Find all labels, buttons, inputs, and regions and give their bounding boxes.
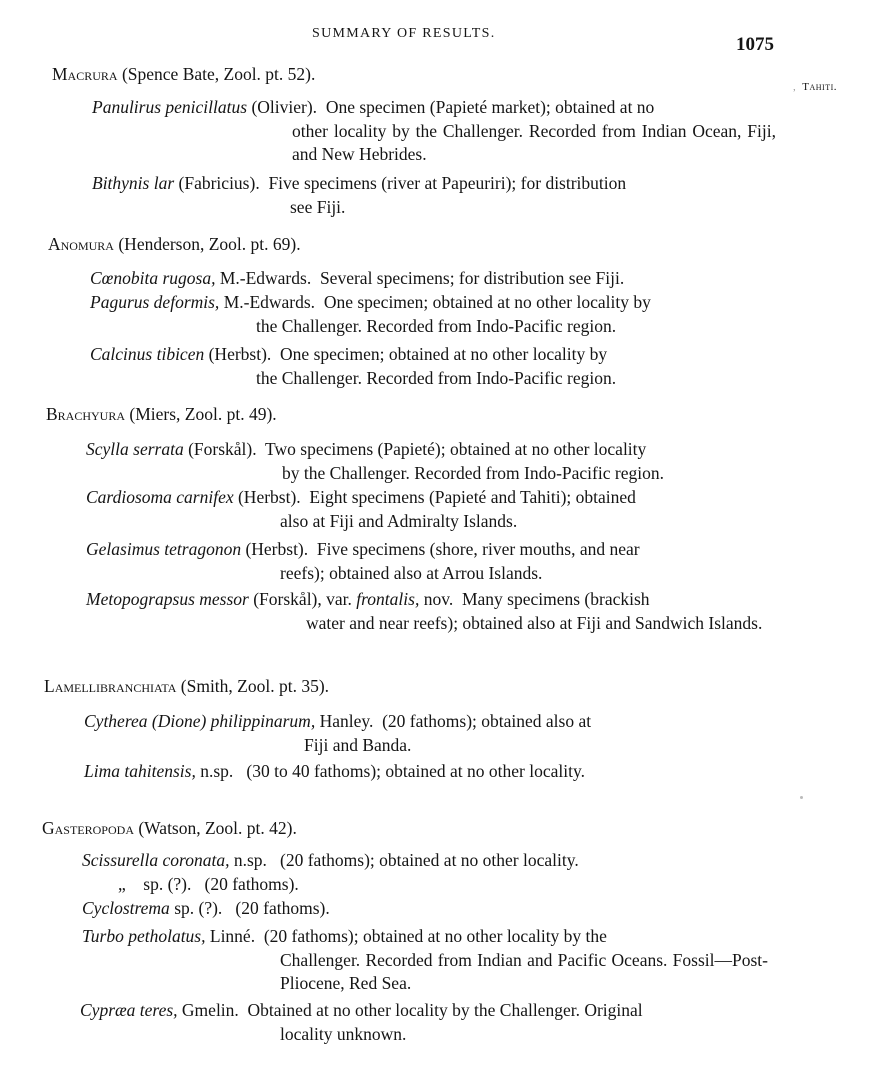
section-heading-brachyura: Brachyura (Miers, Zool. pt. 49).: [46, 404, 277, 424]
entry-panulirus: Panulirus penicillatus (Olivier). One specimen (Papieté market); obtained at no other locality by the Challenger. Recorded from Indian Ocean, Fiji, and New Hebrides.: [92, 97, 776, 164]
entry-cypraea: Cypræa teres, Gmelin. Obtained at no other locality by the Challenger. Original locality unknown.: [80, 1000, 643, 1044]
section-heading-gasteropoda: Gasteropoda (Watson, Zool. pt. 42).: [42, 818, 297, 838]
section-heading-lamellibranchiata: Lamellibranchiata (Smith, Zool. pt. 35).: [44, 676, 330, 696]
margin-note: , Tahiti.: [793, 81, 837, 93]
entry-metopograpsus: Metopograpsus messor (Forskål), var. frontalis, nov. Many specimens (brackish water and near reefs); obtained also at Fiji and Sandwich Islands.: [86, 589, 763, 633]
scan-speck: [800, 796, 803, 799]
entry-turbo: Turbo petholatus, Linné. (20 fathoms); obtained at no other locality by the Challenger. Recorded from Indian and Pacific Oceans. Fossil—Post-Pliocene, Red Sea.: [82, 926, 768, 993]
entry-scissurella: Scissurella coronata, n.sp. (20 fathoms); obtained at no other locality.: [82, 850, 579, 870]
page-number: 1075: [736, 34, 774, 55]
entry-lima: Lima tahitensis, n.sp. (30 to 40 fathoms); obtained at no other locality.: [84, 761, 585, 781]
section-heading-anomura: Anomura (Henderson, Zool. pt. 69).: [48, 234, 301, 254]
entry-scylla: Scylla serrata (Forskål). Two specimens (Papieté); obtained at no other locality by the Challenger. Recorded from Indo-Pacific region.: [86, 439, 664, 483]
entry-cytherea: Cytherea (Dione) philippinarum, Hanley. (20 fathoms); obtained also at Fiji and Banda.: [84, 711, 592, 755]
entry-coenobita: Cœnobita rugosa, M.-Edwards. Several specimens; for distribution see Fiji.: [90, 268, 625, 288]
entry-gelasimus: Gelasimus tetragonon (Herbst). Five specimens (shore, river mouths, and near reefs); obtained also at Arrou Islands.: [86, 539, 640, 583]
section-heading-macrura: Macrura (Spence Bate, Zool. pt. 52).: [52, 64, 316, 84]
entry-pagurus: Pagurus deformis, M.-Edwards. One specimen; obtained at no other locality by the Challenger. Recorded from Indo-Pacific region.: [90, 292, 651, 336]
entry-bithynis: Bithynis lar (Fabricius). Five specimens (river at Papeuriri); for distribution see Fiji.: [92, 173, 627, 217]
entry-calcinus: Calcinus tibicen (Herbst). One specimen; obtained at no other locality by the Challenger. Recorded from Indo-Pacific region.: [90, 344, 617, 388]
entry-cyclostrema: Cyclostrema sp. (?). (20 fathoms).: [82, 898, 330, 918]
entry-scissurella-sp: „ sp. (?). (20 fathoms).: [118, 874, 299, 894]
entry-cardiosoma: Cardiosoma carnifex (Herbst). Eight specimens (Papieté and Tahiti); obtained also at Fiji and Admiralty Islands.: [86, 487, 636, 531]
running-title: SUMMARY OF RESULTS.: [312, 26, 496, 41]
